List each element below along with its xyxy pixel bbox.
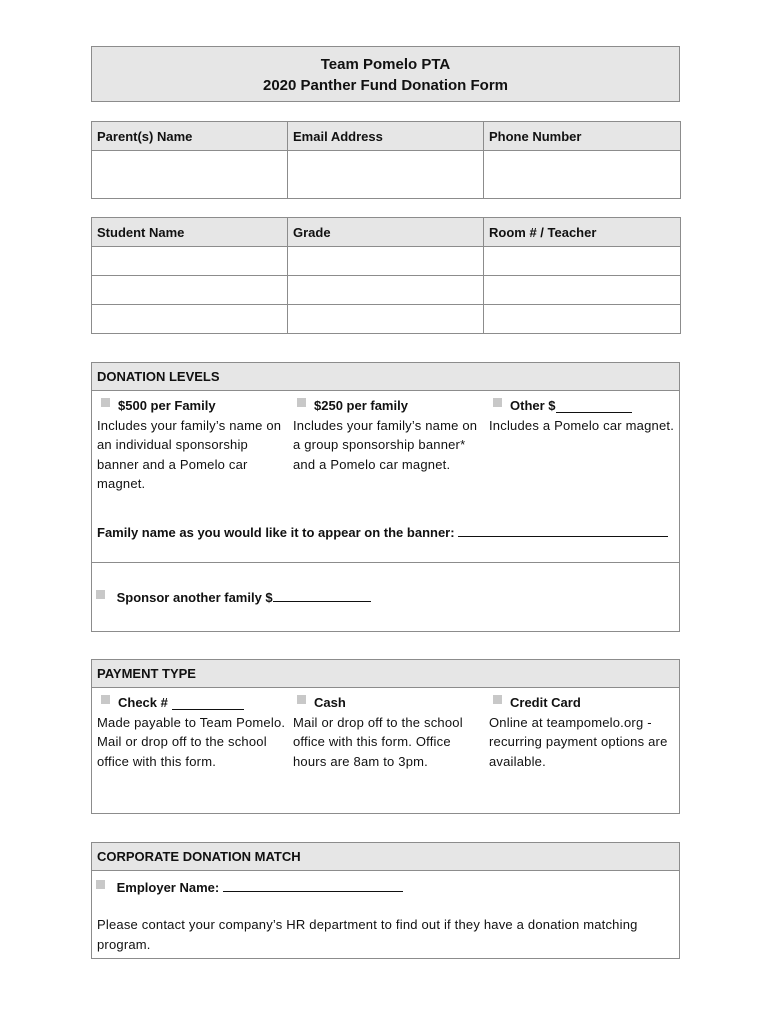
option-label: Other $ <box>510 398 556 413</box>
donation-levels-title: DONATION LEVELS <box>92 363 679 391</box>
checkbox-250[interactable] <box>297 398 306 407</box>
option-desc: Online at teampomelo.org - recurring payment options are available. <box>489 714 668 769</box>
student-info-table <box>91 217 681 334</box>
option-desc: Made payable to Team Pomelo. Mail or drop off to the school office with this form. <box>97 714 286 769</box>
grade-header: Grade <box>288 218 484 247</box>
checkbox-check[interactable] <box>101 695 110 704</box>
room-teacher-header: Room # / Teacher <box>484 218 681 247</box>
parent-name-header: Parent(s) Name <box>92 122 288 151</box>
room-teacher-field[interactable] <box>484 276 681 305</box>
form-header <box>91 46 680 102</box>
corporate-match-section <box>91 842 680 959</box>
checkbox-credit[interactable] <box>493 695 502 704</box>
banner-name-label: Family name as you would like it to appear on the banner: <box>97 525 455 540</box>
payment-option-credit <box>489 693 674 771</box>
option-label: Credit Card <box>510 695 581 710</box>
phone-header: Phone Number <box>484 122 681 151</box>
email-field[interactable] <box>288 151 484 199</box>
room-teacher-field[interactable] <box>484 305 681 334</box>
employer-label: Employer Name: <box>116 880 220 895</box>
donation-option-other <box>489 396 674 435</box>
payment-option-cash <box>293 693 483 771</box>
payment-type-section <box>91 659 680 814</box>
org-name: Team Pomelo PTA <box>320 56 451 73</box>
employer-row <box>92 878 403 895</box>
checkbox-other[interactable] <box>493 398 502 407</box>
option-desc: Includes a Pomelo car magnet. <box>489 417 675 433</box>
parent-info-table <box>91 121 681 199</box>
checkbox-sponsor[interactable] <box>96 590 105 599</box>
sponsor-label: Sponsor another family $ <box>116 590 273 605</box>
grade-field[interactable] <box>288 276 484 305</box>
other-amount-line[interactable] <box>556 399 632 413</box>
email-header: Email Address <box>288 122 484 151</box>
phone-field[interactable] <box>484 151 681 199</box>
sponsor-family-row <box>92 588 371 605</box>
donation-levels-section <box>91 362 680 632</box>
option-desc: Mail or drop off to the school office with this form. Office hours are 8am to 3pm. <box>293 714 463 769</box>
option-label: $250 per family <box>314 398 408 413</box>
option-desc: Includes your family’s name on an individual sponsorship banner and a Pomelo car magnet. <box>97 417 282 491</box>
student-name-field[interactable] <box>92 305 288 334</box>
option-desc: Includes your family’s name on a group sponsorship banner* and a Pomelo car magnet. <box>293 417 478 472</box>
room-teacher-field[interactable] <box>484 247 681 276</box>
student-name-field[interactable] <box>92 276 288 305</box>
option-label: Cash <box>314 695 346 710</box>
student-name-field[interactable] <box>92 247 288 276</box>
form-title: 2020 Panther Fund Donation Form <box>262 77 509 94</box>
checkbox-500[interactable] <box>101 398 110 407</box>
donation-option-500 <box>97 396 287 494</box>
corporate-note: Please contact your company’s HR department to find out if they have a donation matching program. <box>97 917 638 952</box>
grade-field[interactable] <box>288 305 484 334</box>
grade-field[interactable] <box>288 247 484 276</box>
corporate-match-title: CORPORATE DONATION MATCH <box>92 843 679 871</box>
student-name-header: Student Name <box>92 218 288 247</box>
checkbox-employer[interactable] <box>96 880 105 889</box>
banner-name-line[interactable] <box>458 523 668 537</box>
checkbox-cash[interactable] <box>297 695 306 704</box>
parent-name-field[interactable] <box>92 151 288 199</box>
option-label: Check # <box>118 695 168 710</box>
employer-name-line[interactable] <box>223 878 403 892</box>
sponsor-amount-line[interactable] <box>273 588 371 602</box>
check-number-line[interactable] <box>172 696 244 710</box>
banner-name-row <box>97 523 668 540</box>
option-label: $500 per Family <box>118 398 216 413</box>
donation-option-250 <box>293 396 483 474</box>
payment-option-check <box>97 693 287 771</box>
payment-type-title: PAYMENT TYPE <box>92 660 679 688</box>
